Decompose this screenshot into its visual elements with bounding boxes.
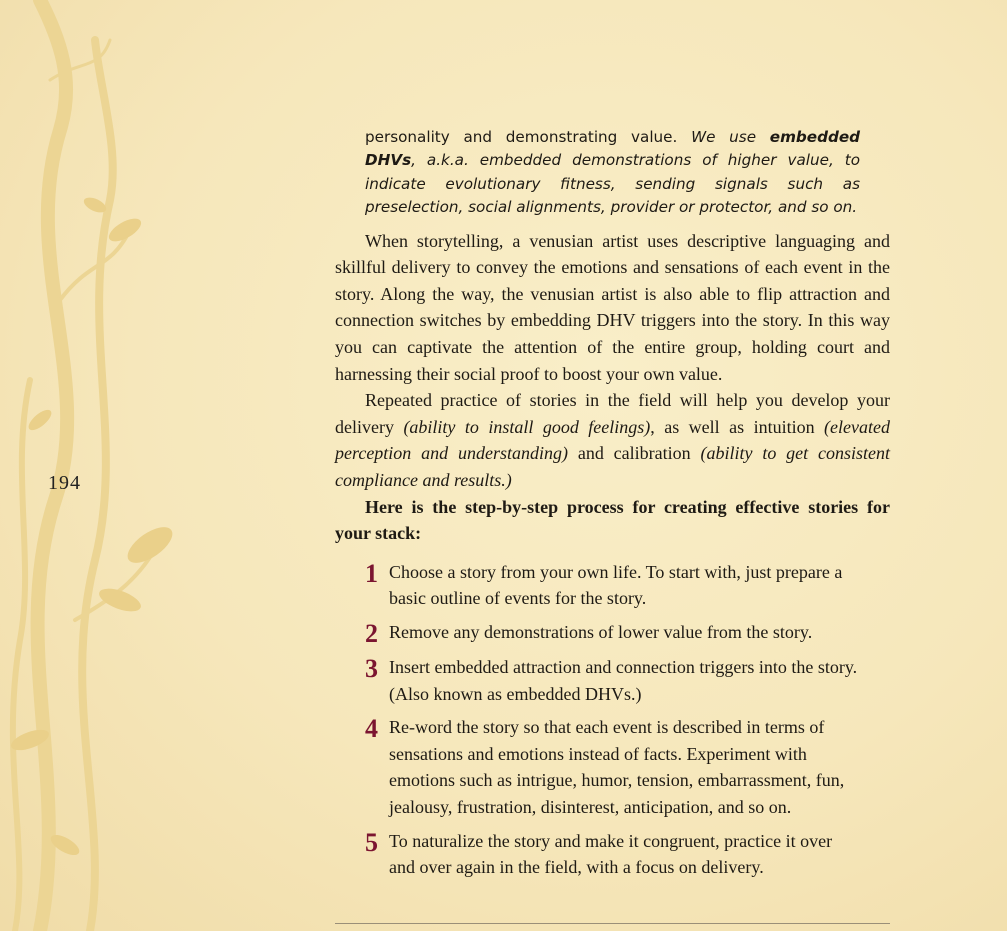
list-item [365,619,860,647]
steps-list [365,559,860,881]
list-item [365,559,860,612]
practice-text-1: Repeated practice of stories in the field will help you develop your delivery [335,390,890,437]
practice-paragraph [335,387,890,493]
bottom-divider [335,923,890,924]
page-body [335,126,890,888]
list-item [365,714,860,820]
step-number: 3 [365,653,378,683]
step-number: 4 [365,714,378,744]
step-text: Re-word the story so that each event is described in terms of sensations and emotions instead of facts. Experiment with emotions such as intrigue, humor, tension, embarrassment, fun, jealousy, frustration, disinterest, anticipation, and so on. [389,717,845,817]
step-number: 2 [365,618,378,648]
intro-italic-lead: We use [691,128,770,146]
intro-italic-tail: , a.k.a. embedded demonstrations of higher value, to indicate evolutionary fitness, sending signals such as preselection, social alignments, provider or protector, and so on. [365,151,860,217]
step-text: To naturalize the story and make it congruent, practice it over and over again in the field, with a focus on delivery. [389,830,833,878]
step-text: Insert embedded attraction and connection triggers into the story. (Also known as embedded DHVs.) [389,656,858,704]
practice-italic-2: (elevated perception and understanding) [335,416,890,464]
step-text: Remove any demonstrations of lower value from the story. [389,621,813,642]
practice-italic-1: (ability to install good feelings) [403,416,651,437]
intro-paragraph [365,126,860,220]
steps-heading: Here is the step-by-step process for creating effective stories for your stack: [335,496,890,544]
list-item [365,654,860,707]
page-number: 194 [48,472,81,494]
step-number: 1 [365,558,378,588]
storytelling-paragraph: When storytelling, a venusian artist uses descriptive languaging and skillful delivery to convey the emotions and sensations of each event in the story. Along the way, the venusian artist is also able to flip attraction and connection switches by embedding DHV triggers into the story. In this way you can captivate the attention of the entire group, holding court and harnessing their social proof to boost your own value. [335,230,890,384]
intro-bold-term: embedded DHVs [365,128,861,170]
decorative-vine-illustration [0,0,230,931]
step-number: 5 [365,827,378,857]
practice-text-3: and calibration [568,443,701,464]
intro-plain-text: personality and demonstrating value. [365,128,692,146]
step-text: Choose a story from your own life. To start with, just prepare a basic outline of events for the story. [389,561,843,609]
practice-italic-3: (ability to get consistent compliance and results.) [335,443,890,490]
list-item [365,828,860,881]
practice-text-2: , as well as intuition [650,416,825,437]
